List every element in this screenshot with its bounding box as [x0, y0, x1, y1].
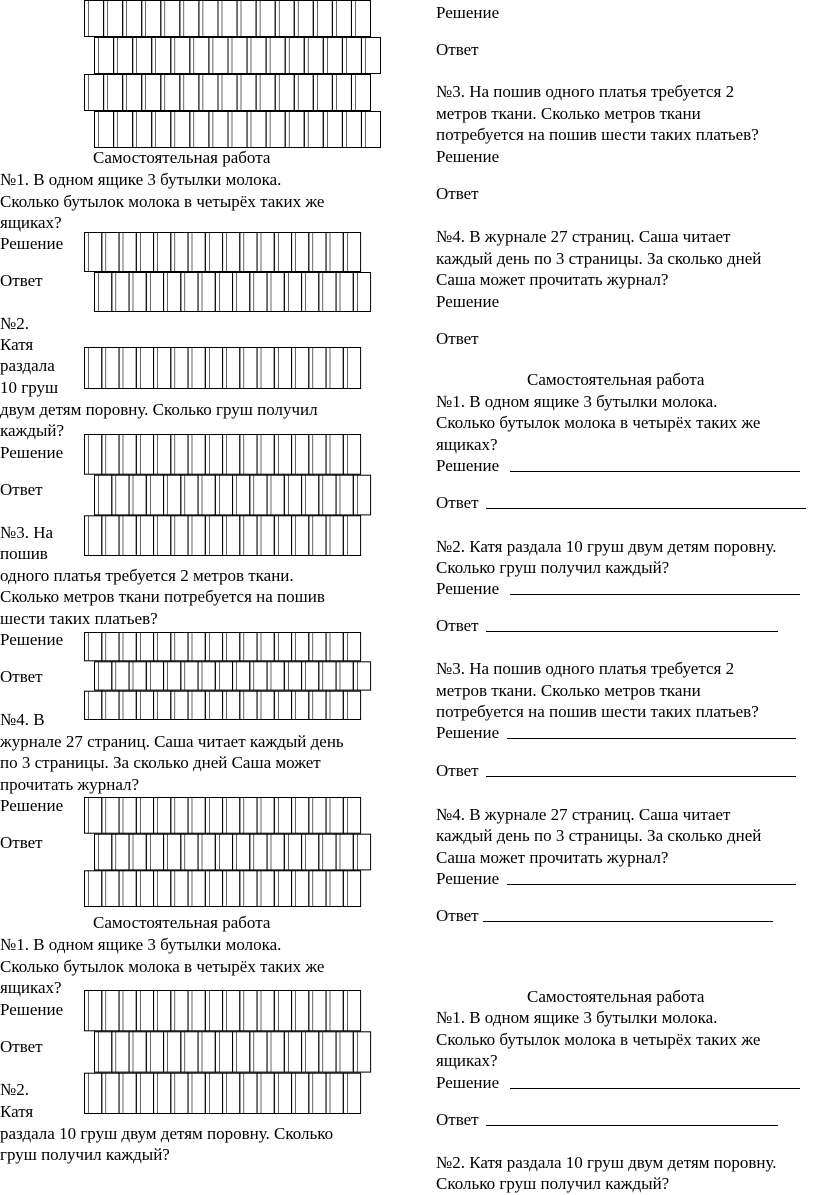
- task-text: Катя: [0, 1102, 34, 1121]
- task-text: метров ткани. Сколько метров ткани: [436, 681, 701, 700]
- answer-grid: [84, 0, 382, 148]
- task-text: потребуется на пошив шести таких платьев?: [436, 125, 759, 144]
- task-text: №1. В одном ящике 3 бутылки молока.: [0, 935, 282, 954]
- task-text: шести таких платьев?: [0, 609, 158, 628]
- task-text: по 3 страницы. За сколько дней Саша может: [0, 753, 321, 772]
- answer-label: Ответ: [436, 184, 479, 203]
- answer-line: [510, 594, 800, 595]
- solution-label: Решение: [436, 292, 500, 311]
- answer-label: Ответ: [0, 833, 43, 852]
- answer-grid: [84, 347, 372, 389]
- solution-label: Решение: [436, 579, 500, 598]
- task-text: прочитать журнал?: [0, 775, 140, 794]
- answer-grid: [84, 232, 372, 312]
- worksheet-title: Самостоятельная работа: [527, 987, 705, 1006]
- task-text: №1. В одном ящике 3 бутылки молока.: [436, 392, 718, 411]
- answer-grid: [84, 797, 372, 907]
- task-text: двум детям поровну. Сколько груш получил: [0, 400, 318, 419]
- task-text: Сколько бутылок молока в четырёх таких же: [0, 957, 325, 976]
- answer-label: Ответ: [0, 1037, 43, 1056]
- task-text: Сколько груш получил каждый?: [436, 1174, 670, 1193]
- answer-line: [486, 631, 778, 632]
- task-text: №4. В: [0, 710, 45, 729]
- task-text: раздала: [0, 356, 55, 375]
- task-text: Саша может прочитать журнал?: [436, 270, 669, 289]
- answer-grid: [84, 632, 372, 720]
- solution-label: Решение: [0, 796, 64, 815]
- task-text: Сколько бутылок молока в четырёх таких же: [436, 413, 761, 432]
- task-text: №1. В одном ящике 3 бутылки молока.: [436, 1008, 718, 1027]
- task-text: ящиках?: [436, 435, 498, 454]
- answer-label: Ответ: [436, 906, 479, 925]
- task-text: метров ткани. Сколько метров ткани: [436, 104, 701, 123]
- answer-label: Ответ: [436, 493, 479, 512]
- task-text: №3. На пошив одного платья требуется 2: [436, 82, 735, 101]
- answer-line: [510, 1088, 800, 1089]
- answer-label: Ответ: [0, 667, 43, 686]
- task-text: Сколько груш получил каждый?: [436, 558, 670, 577]
- task-text: пошив: [0, 544, 48, 563]
- solution-label: Решение: [436, 723, 500, 742]
- task-text: 10 груш: [0, 378, 59, 397]
- solution-label: Решение: [436, 3, 500, 22]
- task-text: раздала 10 груш двум детям поровну. Сколько: [0, 1124, 334, 1143]
- task-text: потребуется на пошив шести таких платьев?: [436, 702, 759, 721]
- task-text: каждый день по 3 страницы. За сколько дней: [436, 826, 762, 845]
- task-text: одного платья требуется 2 метров ткани.: [0, 566, 294, 585]
- task-text: №2.: [0, 314, 29, 333]
- task-text: №3. На пошив одного платья требуется 2: [436, 659, 735, 678]
- worksheet-title: Самостоятельная работа: [93, 913, 271, 932]
- worksheet-title: Самостоятельная работа: [527, 370, 705, 389]
- answer-label: Ответ: [436, 616, 479, 635]
- task-text: Саша может прочитать журнал?: [436, 848, 669, 867]
- solution-label: Решение: [436, 1073, 500, 1092]
- task-text: Сколько бутылок молока в четырёх таких же: [436, 1030, 761, 1049]
- answer-grid: [84, 434, 372, 556]
- answer-label: Ответ: [0, 271, 43, 290]
- task-text: журнале 27 страниц. Саша читает каждый день: [0, 732, 344, 751]
- task-text: №4. В журнале 27 страниц. Саша читает: [436, 227, 731, 246]
- solution-label: Решение: [436, 456, 500, 475]
- solution-label: Решение: [0, 234, 64, 253]
- task-text: №2.: [0, 1080, 29, 1099]
- solution-label: Решение: [436, 869, 500, 888]
- task-text: ящиках?: [436, 1051, 498, 1070]
- task-text: Сколько метров ткани потребуется на пошив: [0, 587, 325, 606]
- answer-line: [507, 884, 796, 885]
- answer-line: [486, 508, 806, 509]
- answer-line: [510, 471, 800, 472]
- answer-line: [483, 921, 773, 922]
- solution-label: Решение: [0, 1000, 64, 1019]
- task-text: №4. В журнале 27 страниц. Саша читает: [436, 805, 731, 824]
- answer-label: Ответ: [436, 40, 479, 59]
- task-text: каждый день по 3 страницы. За сколько дней: [436, 249, 762, 268]
- solution-label: Решение: [0, 630, 64, 649]
- worksheet-title: Самостоятельная работа: [93, 148, 271, 167]
- answer-line: [507, 738, 796, 739]
- task-text: Катя: [0, 335, 34, 354]
- task-text: груш получил каждый?: [0, 1145, 170, 1164]
- task-text: ящиках?: [0, 213, 62, 232]
- answer-label: Ответ: [436, 1110, 479, 1129]
- solution-label: Решение: [0, 443, 64, 462]
- answer-line: [486, 776, 796, 777]
- answer-grid: [84, 990, 372, 1114]
- task-text: №2. Катя раздала 10 груш двум детям поровну.: [436, 537, 777, 556]
- answer-line: [486, 1125, 778, 1126]
- solution-label: Решение: [436, 147, 500, 166]
- answer-label: Ответ: [436, 761, 479, 780]
- answer-label: Ответ: [436, 329, 479, 348]
- task-text: №3. На: [0, 523, 54, 542]
- task-text: ящиках?: [0, 978, 62, 997]
- task-text: №2. Катя раздала 10 груш двум детям поровну.: [436, 1153, 777, 1172]
- task-text: каждый?: [0, 421, 65, 440]
- answer-label: Ответ: [0, 480, 43, 499]
- task-text: №1. В одном ящике 3 бутылки молока.: [0, 170, 282, 189]
- task-text: Сколько бутылок молока в четырёх таких же: [0, 192, 325, 211]
